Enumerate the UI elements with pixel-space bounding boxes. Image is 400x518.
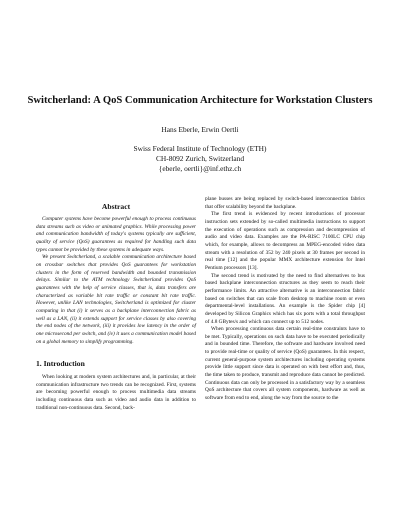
introduction-heading: 1. Introduction (36, 359, 85, 369)
author-affiliation (20, 144, 380, 174)
body-paragraph-second-trend: The second trend is motivated by the need to find alternatives to bus based backplane interconnection structures as they seem to reach their performance limits. An attractive alternative is an interconnection fabric based on switches that can scale from desktop to machine room or even departmental-level installations. An example is the Spider chip [4] developed by Silicon Graphics which has six ports with a total throughput of 4.8 GBytes/s and which can connect up to 512 nodes. (205, 272, 365, 325)
abstract-paragraph-2: We present Switcherland, a scalable communication architecture based on crossbar switches that provides QoS guarantees for workstation clusters in the form of reserved bandwidth and bounded transmission delays. Similar to the ATM technology Switcherland provides QoS guarantees with the help of service classes, that is, data transfers are characterized as variable bit rate traffic or constant bit rate traffic. However, unlike LAN technologies, Switcherland is optimized for cluster computing in that (i) it serves as a backplane interconnection fabric as well as a LAN, (ii) it extends support for service classes by also covering the end nodes of the network, (iii) it provides low latency in the order of one microsecond per switch, and (iv) it uses a communication model based on a global memory to simplify programming. (36, 254, 196, 345)
abstract-paragraph-1: Computer systems have become powerful enough to process continuous data streams such as video or animated graphics. While processing power and communication bandwidth of today's systems typically are sufficient, quality of service (QoS) guarantees as required for handling such data types cannot be provided by these systems in adequate ways. (36, 216, 196, 253)
paper-authors: Hans Eberle, Erwin Oertli (161, 125, 239, 134)
left-column (36, 202, 196, 412)
affiliation-email: {eberle, oertli}@inf.ethz.ch (158, 164, 242, 173)
affiliation-address: CH-8092 Zurich, Switzerland (155, 154, 245, 163)
introduction-paragraph-1: When looking at modern system architectures and, in particular, at their communication infrastructure two trends can be recognized. First, systems are becoming powerful enough to process multimedia data streams including continuous data such as video and audio data in addition to traditional non-continuous data. Second, back- (36, 374, 196, 411)
affiliation-institute: Swiss Federal Institute of Technology (ETH) (133, 144, 267, 153)
right-column (205, 196, 365, 403)
body-paragraph-first-trend: The first trend is evidenced by recent introductions of processor instruction sets extended by so-called multimedia instructions to support the execution of operations such as compression and decompression of audio and video data. Examples are the PA-RISC 7100LC CPU chip which, for example, allows to decompress an MPEG-encoded video data stream with a resolution of 352 by 240 pixels at 30 frames per second in real time [12] and the popular MMX architecture extension for Intel Pentium processors [13]. (205, 211, 365, 271)
paper-title: Switcherland: A QoS Communication Architecture for Workstation Clusters (27, 95, 373, 106)
body-paragraph-continued: plane busses are being replaced by switch-based interconnection fabrics that offer scalability beyond the backplane. (205, 196, 365, 210)
abstract-heading: Abstract (101, 202, 131, 211)
body-paragraph-qos: When processing continuous data certain real-time constraints have to be met. Typically, operations on such data have to be executed periodically and in bounded time. Therefore, the software and hardware involved need to provide real-time or quality of service (QoS) guarantees. In this respect, current general-purpose system architectures including operating systems provide little support since data is operated on with best effort and, thus, the time taken to produce, transmit and reproduce data cannot be predicted. Continuous data can only be processed in a satisfactory way by a seamless QoS architecture that covers all system components, hardware as well as software from end to end, along the way from the source to the (205, 326, 365, 402)
